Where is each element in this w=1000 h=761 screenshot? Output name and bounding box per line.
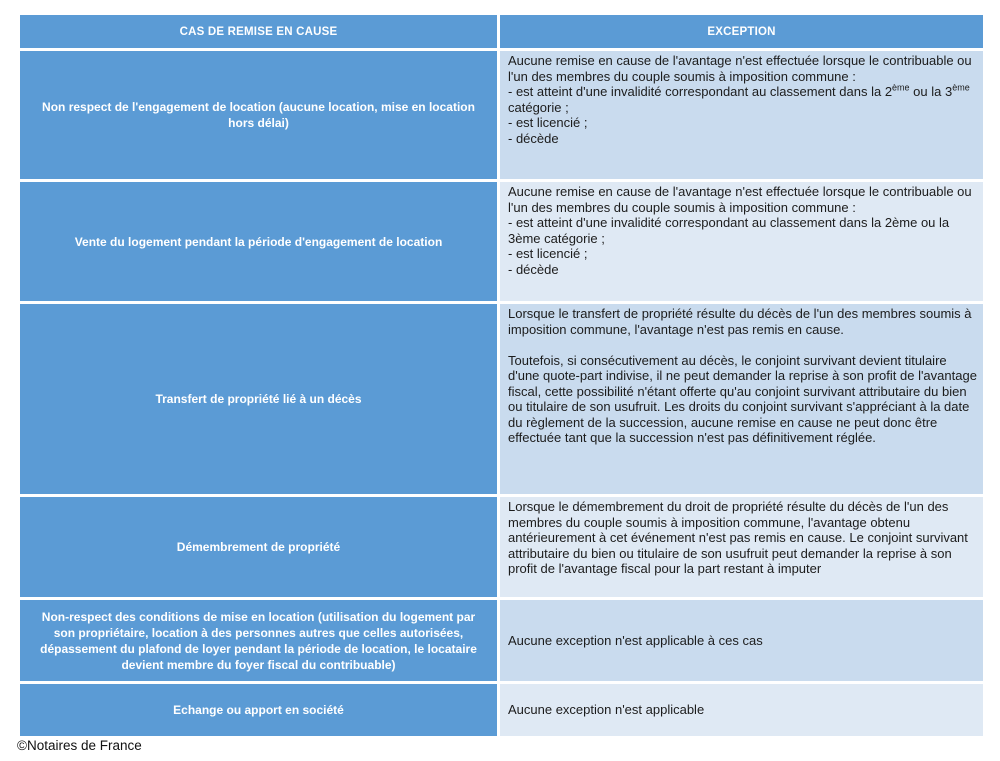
cas-cell: Non respect de l'engagement de location (aucune location, mise en location hors délai) [20, 51, 497, 179]
text-segment: Aucune exception n'est applicable à ces cas [508, 632, 763, 648]
cas-cell: Vente du logement pendant la période d'engagement de location [20, 182, 497, 301]
table-row [20, 600, 983, 681]
cas-cell: Démembrement de propriété [20, 497, 497, 597]
text-segment: Aucune remise en cause de l'avantage n'est effectuée lorsque le contribuable ou l'un des membres du couple soumis à imposition commune : [508, 184, 972, 215]
exception-text-line [508, 184, 978, 215]
text-segment: Toutefois, si consécutivement au décès, le conjoint survivant devient titulaire d'une quote-part indivise, il ne peut demander la reprise à son profit de l'avantage fiscal, cette possibilité n'étant offerte qu'au conjoint survivant attributaire du bien ou titulaire de son usufruit. Les droits du conjoint survivant s'appréciant à la date du règlement de la succession, aucune remise en cause ne peut donc être effectuée tant que la succession n'est pas définitivement réglée. [508, 352, 977, 445]
table-row [20, 684, 983, 736]
exception-text-line [508, 246, 978, 262]
table-header-row [20, 15, 983, 48]
text-segment: Aucune remise en cause de l'avantage n'est effectuée lorsque le contribuable ou l'un des membres du couple soumis à imposition commune : [508, 53, 972, 84]
exception-text-line [508, 84, 978, 115]
exception-text-line [508, 337, 978, 353]
exception-text-line [508, 215, 978, 246]
cas-cell: Transfert de propriété lié à un décès [20, 304, 497, 494]
table-row [20, 304, 983, 494]
exception-text-line [508, 702, 978, 718]
exception-text-line [508, 115, 978, 131]
exception-text-line [508, 633, 978, 649]
header-cell-exception: EXCEPTION [500, 15, 983, 48]
exception-cell [500, 684, 983, 736]
text-segment: - décède [508, 130, 559, 146]
text-segment: - est licencié ; [508, 115, 588, 130]
cas-cell: Echange ou apport en société [20, 684, 497, 736]
exception-text-line [508, 131, 978, 147]
table-row [20, 497, 983, 597]
text-segment: catégorie ; [508, 99, 569, 115]
exception-cell [500, 304, 983, 494]
text-segment: ou la 3 [909, 84, 953, 99]
text-segment: Aucune exception n'est applicable [508, 702, 705, 718]
text-segment: Lorsque le démembrement du droit de propriété résulte du décès de l'un des membres du couple soumis à imposition commune, l'avantage obtenu antérieurement à cet événement n'est pas remis en cause. Le conjoint survivant attributaire du bien ou titulaire de son usufruit peut demander la reprise à son profit de l'avantage fiscal pour la part restant à imputer [508, 499, 968, 576]
exception-cell [500, 51, 983, 179]
table-row [20, 51, 983, 179]
table-row [20, 182, 983, 301]
header-cell-cas: CAS DE REMISE EN CAUSE [20, 15, 497, 48]
exception-text-line [508, 53, 978, 84]
superscript-text: ème [952, 82, 970, 93]
exception-text-line [508, 262, 978, 278]
cas-cell: Non-respect des conditions de mise en location (utilisation du logement par son propriétaire, location à des personnes autres que celles autorisées, dépassement du plafond de loyer pendant la période de location, le locataire devient membre du foyer fiscal du contribuable) [20, 600, 497, 681]
text-segment: - est atteint d'une invalidité correspondant au classement dans la 2ème ou la 3ème catégorie ; [508, 215, 950, 246]
remise-en-cause-table [17, 12, 986, 739]
text-segment: - est atteint d'une invalidité correspondant au classement dans la 2 [508, 84, 893, 99]
text-segment: - est licencié ; [508, 246, 588, 261]
superscript-text: ème [892, 82, 910, 93]
text-segment: - décède [508, 261, 559, 277]
exception-text-line [508, 353, 978, 446]
exception-cell [500, 182, 983, 301]
text-segment: Lorsque le transfert de propriété résulte du décès de l'un des membres soumis à imposition commune, l'avantage n'est pas remis en cause. [508, 306, 972, 337]
exception-cell [500, 600, 983, 681]
exception-cell [500, 497, 983, 597]
exception-text-line [508, 306, 978, 337]
exception-text-line [508, 499, 978, 577]
copyright-credit: ©Notaires de France [17, 738, 142, 753]
